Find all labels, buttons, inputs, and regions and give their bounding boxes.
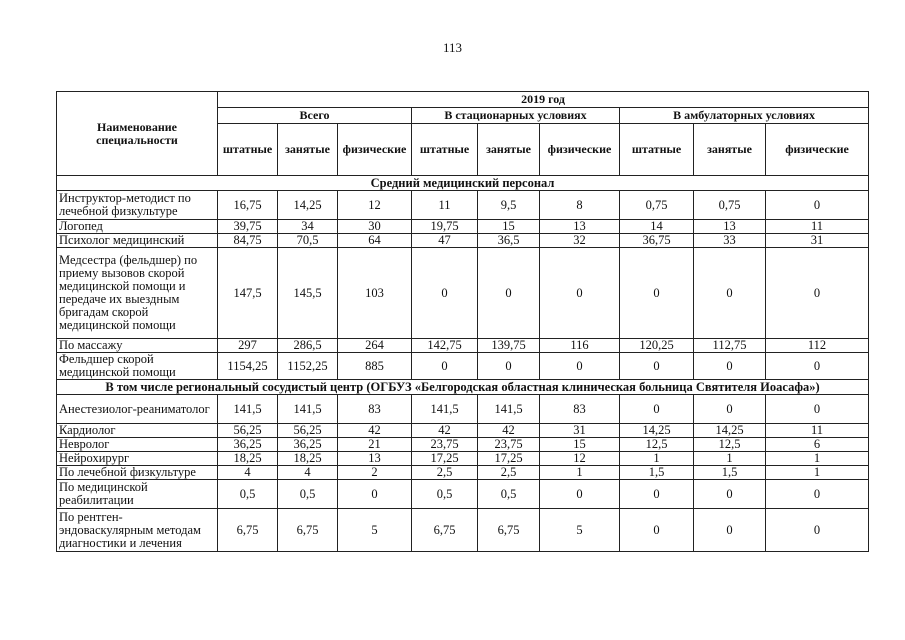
value-cell: 297 (218, 339, 278, 353)
value-cell: 0 (412, 353, 478, 380)
specialty-header: Наименование специальности (57, 92, 218, 176)
value-cell: 0,5 (412, 480, 478, 509)
value-cell: 36,25 (218, 438, 278, 452)
value-cell: 17,25 (412, 452, 478, 466)
value-cell: 11 (766, 220, 869, 234)
value-cell: 1,5 (620, 466, 694, 480)
value-cell: 0 (620, 395, 694, 424)
value-cell: 6,75 (412, 509, 478, 552)
value-cell: 34 (278, 220, 338, 234)
subcolumn-header: штатные (620, 124, 694, 176)
value-cell: 12,5 (620, 438, 694, 452)
value-cell: 12,5 (694, 438, 766, 452)
value-cell: 8 (540, 191, 620, 220)
value-cell: 47 (412, 234, 478, 248)
value-cell: 21 (338, 438, 412, 452)
subcolumn-header: физические (540, 124, 620, 176)
specialty-name: Кардиолог (57, 424, 218, 438)
value-cell: 1 (766, 466, 869, 480)
value-cell: 6,75 (278, 509, 338, 552)
value-cell: 264 (338, 339, 412, 353)
group-header-inpatient: В стационарных условиях (412, 108, 620, 124)
value-cell: 120,25 (620, 339, 694, 353)
section-title: В том числе региональный сосудистый центр (ОГБУЗ «Белгородская областная клиническая больница Святителя Иоасафа») (57, 380, 869, 395)
value-cell: 5 (540, 509, 620, 552)
subcolumn-header: занятые (278, 124, 338, 176)
value-cell: 1,5 (694, 466, 766, 480)
value-cell: 0 (620, 480, 694, 509)
value-cell: 31 (766, 234, 869, 248)
specialty-name: Психолог медицинский (57, 234, 218, 248)
subcolumn-header: занятые (694, 124, 766, 176)
value-cell: 11 (412, 191, 478, 220)
value-cell: 36,5 (478, 234, 540, 248)
value-cell: 13 (540, 220, 620, 234)
value-cell: 23,75 (478, 438, 540, 452)
value-cell: 9,5 (478, 191, 540, 220)
section-title: Средний медицинский персонал (57, 176, 869, 191)
value-cell: 17,25 (478, 452, 540, 466)
value-cell: 286,5 (278, 339, 338, 353)
specialty-name: Медсестра (фельдшер) по приему вызовов скорой медицинской помощи и передаче их выездным бригадам скорой медицинской помощи (57, 248, 218, 339)
value-cell: 885 (338, 353, 412, 380)
subcolumn-header: физические (338, 124, 412, 176)
value-cell: 5 (338, 509, 412, 552)
value-cell: 30 (338, 220, 412, 234)
value-cell: 32 (540, 234, 620, 248)
value-cell: 0 (540, 248, 620, 339)
year-header: 2019 год (218, 92, 869, 108)
subcolumn-header: занятые (478, 124, 540, 176)
table-row (57, 220, 869, 234)
value-cell: 0,5 (218, 480, 278, 509)
table-row (57, 480, 869, 509)
value-cell: 31 (540, 424, 620, 438)
table-row (57, 438, 869, 452)
value-cell: 0 (620, 353, 694, 380)
specialty-name: По медицинской реабилитации (57, 480, 218, 509)
page-number: 113 (442, 40, 463, 55)
specialty-name: Нейрохирург (57, 452, 218, 466)
value-cell: 84,75 (218, 234, 278, 248)
value-cell: 4 (278, 466, 338, 480)
value-cell: 142,75 (412, 339, 478, 353)
value-cell: 19,75 (412, 220, 478, 234)
value-cell: 0 (694, 480, 766, 509)
value-cell: 139,75 (478, 339, 540, 353)
value-cell: 14 (620, 220, 694, 234)
value-cell: 147,5 (218, 248, 278, 339)
value-cell: 0,5 (278, 480, 338, 509)
value-cell: 11 (766, 424, 869, 438)
value-cell: 2,5 (478, 466, 540, 480)
value-cell: 0 (766, 395, 869, 424)
value-cell: 112,75 (694, 339, 766, 353)
specialty-name: По массажу (57, 339, 218, 353)
value-cell: 0 (620, 509, 694, 552)
value-cell: 0,75 (620, 191, 694, 220)
value-cell: 112 (766, 339, 869, 353)
table-row (57, 466, 869, 480)
value-cell: 2 (338, 466, 412, 480)
table-row (57, 395, 869, 424)
table-row (57, 248, 869, 339)
subcolumn-header: штатные (412, 124, 478, 176)
section-row (57, 176, 869, 191)
table-row (57, 191, 869, 220)
subcolumn-header: штатные (218, 124, 278, 176)
value-cell: 0 (540, 353, 620, 380)
value-cell: 6,75 (478, 509, 540, 552)
table-row (57, 234, 869, 248)
value-cell: 0 (412, 248, 478, 339)
value-cell: 18,25 (218, 452, 278, 466)
value-cell: 42 (338, 424, 412, 438)
specialty-name: Инструктор-методист по лечебной физкультуре (57, 191, 218, 220)
specialty-name: По лечебной физкультуре (57, 466, 218, 480)
value-cell: 64 (338, 234, 412, 248)
subcolumn-header: физические (766, 124, 869, 176)
value-cell: 14,25 (620, 424, 694, 438)
table-row (57, 339, 869, 353)
value-cell: 2,5 (412, 466, 478, 480)
specialty-name: Невролог (57, 438, 218, 452)
value-cell: 36,75 (620, 234, 694, 248)
specialty-name: Анестезиолог-реаниматолог (57, 395, 218, 424)
value-cell: 15 (478, 220, 540, 234)
value-cell: 0 (478, 353, 540, 380)
value-cell: 0 (694, 353, 766, 380)
value-cell: 42 (412, 424, 478, 438)
value-cell: 1 (620, 452, 694, 466)
value-cell: 1 (766, 452, 869, 466)
specialty-name: По рентген-эндоваскулярным методам диагностики и лечения (57, 509, 218, 552)
value-cell: 13 (338, 452, 412, 466)
value-cell: 18,25 (278, 452, 338, 466)
value-cell: 39,75 (218, 220, 278, 234)
value-cell: 141,5 (412, 395, 478, 424)
value-cell: 1 (694, 452, 766, 466)
value-cell: 116 (540, 339, 620, 353)
value-cell: 23,75 (412, 438, 478, 452)
value-cell: 0 (338, 480, 412, 509)
value-cell: 141,5 (218, 395, 278, 424)
value-cell: 0 (478, 248, 540, 339)
value-cell: 145,5 (278, 248, 338, 339)
value-cell: 0 (694, 395, 766, 424)
value-cell: 4 (218, 466, 278, 480)
value-cell: 1 (540, 466, 620, 480)
value-cell: 1154,25 (218, 353, 278, 380)
value-cell: 0 (694, 248, 766, 339)
value-cell: 70,5 (278, 234, 338, 248)
table-row (57, 452, 869, 466)
table-row (57, 353, 869, 380)
value-cell: 0 (620, 248, 694, 339)
value-cell: 13 (694, 220, 766, 234)
value-cell: 56,25 (218, 424, 278, 438)
table-row (57, 509, 869, 552)
value-cell: 83 (338, 395, 412, 424)
table-row (57, 424, 869, 438)
value-cell: 0 (766, 353, 869, 380)
value-cell: 83 (540, 395, 620, 424)
value-cell: 56,25 (278, 424, 338, 438)
value-cell: 141,5 (478, 395, 540, 424)
value-cell: 141,5 (278, 395, 338, 424)
value-cell: 14,25 (694, 424, 766, 438)
staffing-table (56, 91, 869, 552)
value-cell: 6,75 (218, 509, 278, 552)
value-cell: 36,25 (278, 438, 338, 452)
value-cell: 0 (766, 509, 869, 552)
value-cell: 16,75 (218, 191, 278, 220)
value-cell: 0 (694, 509, 766, 552)
value-cell: 0 (766, 248, 869, 339)
value-cell: 42 (478, 424, 540, 438)
value-cell: 0,75 (694, 191, 766, 220)
section-row (57, 380, 869, 395)
value-cell: 14,25 (278, 191, 338, 220)
value-cell: 12 (540, 452, 620, 466)
value-cell: 103 (338, 248, 412, 339)
value-cell: 12 (338, 191, 412, 220)
value-cell: 0 (766, 480, 869, 509)
specialty-name: Фельдшер скорой медицинской помощи (57, 353, 218, 380)
value-cell: 0,5 (478, 480, 540, 509)
group-header-total: Всего (218, 108, 412, 124)
value-cell: 0 (540, 480, 620, 509)
value-cell: 33 (694, 234, 766, 248)
group-header-outpatient: В амбулаторных условиях (620, 108, 869, 124)
value-cell: 1152,25 (278, 353, 338, 380)
value-cell: 15 (540, 438, 620, 452)
value-cell: 0 (766, 191, 869, 220)
specialty-name: Логопед (57, 220, 218, 234)
value-cell: 6 (766, 438, 869, 452)
